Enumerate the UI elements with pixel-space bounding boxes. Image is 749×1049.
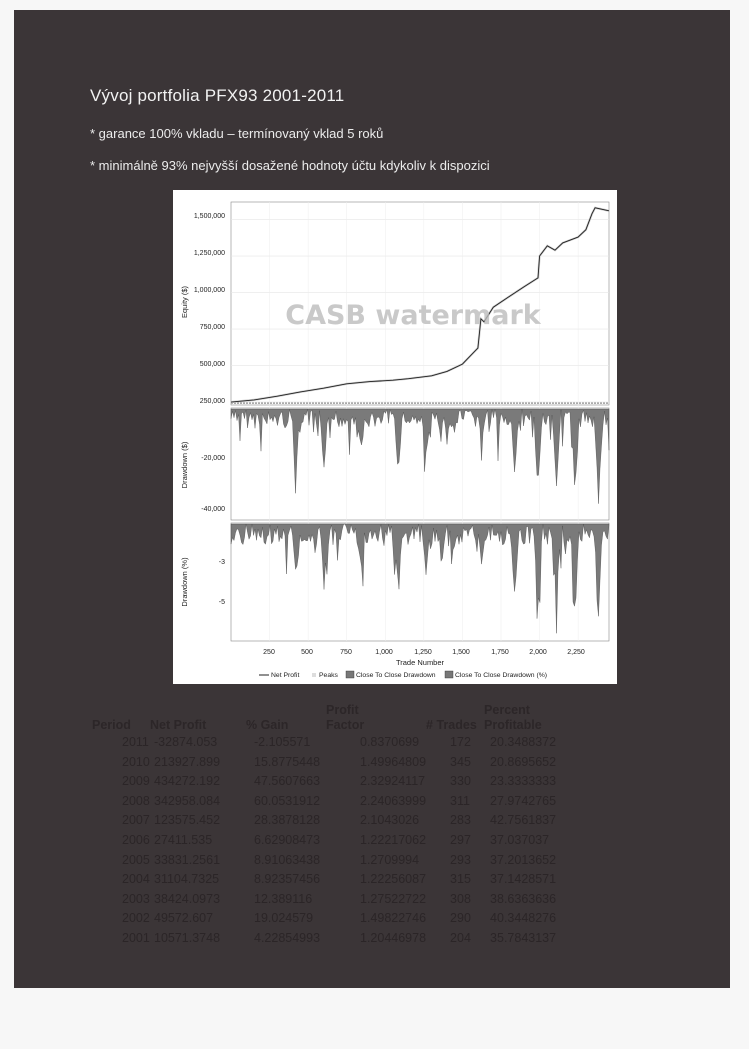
legend-dot-icon [312,673,316,677]
cell-percent-profitable: 20.3488372 [490,735,557,749]
cell-trades: 330 [450,774,471,789]
cell-net-profit: 27411.535 [154,832,213,847]
cell-period: 2007 [122,813,150,828]
cell-trades: 297 [450,832,471,847]
cell-profit-factor: 1.22217062 [360,832,427,847]
cell-percent-profitable: 38.6363636 [490,891,557,906]
cell-period: 2004 [122,872,150,887]
table-row [92,753,584,773]
legend-entry: Close To Close Drawdown [356,672,436,679]
header-profit-factor: Profit Factor [326,703,365,732]
cell-percent-profitable: 20.8695652 [490,754,557,769]
drawdown-dollar-tick-label: -20,000 [201,455,225,462]
yearly-results-table [92,703,584,949]
x-tick-label: 1,250 [414,649,432,656]
document-title: Vývoj portfolia PFX93 2001-2011 [90,86,345,105]
chart-svg [173,190,617,684]
table-row [92,870,584,890]
cell-net-profit: 123575.452 [154,813,221,828]
chart-legend [259,671,547,679]
cell-profit-factor: 1.49822746 [360,911,427,926]
cell-percent-profitable: 23.3333333 [490,774,557,789]
table-row [92,792,584,812]
equity-tick-label: 750,000 [199,324,225,331]
x-tick-label: 1,500 [452,649,470,656]
cell-period: 2003 [122,891,150,906]
x-tick-label: 1,750 [491,649,509,656]
cell-profit-factor: 0.8370699 [360,735,420,749]
cell-gain: 6.62908473 [254,832,321,847]
cell-gain: 8.91063438 [254,852,321,867]
equity-tick-label: 1,500,000 [193,213,225,220]
drawdown-dollar-panel [231,408,609,520]
table-row [92,851,584,871]
table-row [92,890,584,910]
x-tick-label: 750 [340,649,352,656]
cell-gain: 28.3878128 [254,813,321,828]
header-net-profit: Net Profit [150,718,207,732]
header-period: Period [92,718,131,732]
legend-swatch-icon [346,671,354,678]
cell-profit-factor: 1.22256087 [360,872,427,887]
cell-gain: 47.5607663 [254,774,321,789]
cell-trades: 315 [450,872,471,887]
cell-percent-profitable: 35.7843137 [490,930,557,945]
cell-percent-profitable: 37.2013652 [490,852,557,867]
equity-tick-label: 500,000 [199,361,225,368]
cell-gain: 8.92357456 [254,872,321,887]
x-tick-label: 2,000 [529,649,547,656]
cell-period: 2011 [122,735,149,749]
cell-profit-factor: 1.2709994 [360,852,420,867]
cell-gain: 15.8775448 [254,754,321,769]
header-percent-profitable: Percent Profitable [484,703,542,732]
drawdown-dollar-tick-label: -40,000 [201,506,225,513]
cell-gain: 12.389116 [254,891,313,906]
drawdown-pct-tick-label: -3 [218,559,225,566]
cell-trades: 293 [450,852,471,867]
x-axis-label: Trade Number [395,658,445,667]
table-row [92,831,584,851]
x-tick-label: 2,250 [567,649,585,656]
table-row [92,772,584,792]
cell-trades: 308 [450,891,471,906]
equity-drawdown-chart [173,190,617,684]
cell-trades: 345 [450,754,471,769]
equity-tick-label: 1,250,000 [193,250,225,257]
cell-profit-factor: 1.49964809 [360,754,427,769]
cell-profit-factor: 1.27522722 [360,891,427,906]
equity-axis-label: Equity ($) [180,285,189,319]
x-tick-label: 250 [263,649,275,656]
cell-net-profit: 342958.084 [154,793,221,808]
cell-percent-profitable: 42.7561837 [490,813,557,828]
cell-profit-factor: 2.1043026 [360,813,420,828]
bullet-minimum-value: * minimálně 93% nejvyšší dosažené hodnoty účtu kdykoliv k dispozici [90,158,490,173]
cell-percent-profitable: 37.1428571 [490,872,557,887]
cell-profit-factor: 2.24063999 [360,793,427,808]
cell-period: 2008 [122,793,150,808]
cell-trades: 283 [450,813,471,828]
cell-period: 2002 [122,911,150,926]
legend-swatch-icon [445,671,453,678]
legend-entry: Peaks [319,672,338,679]
x-tick-label: 1,000 [375,649,393,656]
table-row [92,811,584,831]
cell-percent-profitable: 37.037037 [490,832,550,847]
yearly-results-table-wrap [92,703,592,949]
cell-net-profit: 434272.192 [154,774,221,789]
cell-net-profit: 213927.899 [154,754,221,769]
cell-net-profit: 49572.607 [154,911,214,926]
bullet-guarantee: * garance 100% vkladu – termínovaný vklad 5 roků [90,126,384,141]
cell-profit-factor: 2.32924117 [360,774,426,789]
cell-percent-profitable: 27.9742765 [490,793,557,808]
cell-profit-factor: 1.20446978 [360,930,427,945]
cell-period: 2010 [122,754,150,769]
table-row [92,909,584,929]
cell-gain: 60.0531912 [254,793,321,808]
drawdown-pct-axis-label: Drawdown (%) [180,557,189,607]
x-tick-label: 500 [301,649,313,656]
header-trades: # Trades [426,718,477,732]
cell-net-profit: 38424.0973 [154,891,221,906]
cell-trades: 290 [450,911,471,926]
header-gain: % Gain [246,718,289,732]
cell-trades: 204 [450,930,471,945]
legend-entry: Close To Close Drawdown (%) [455,672,548,679]
drawdown-dollar-axis-label: Drawdown ($) [180,441,189,489]
drawdown-pct-tick-label: -5 [218,599,225,606]
equity-tick-label: 1,000,000 [193,287,225,294]
cell-net-profit: 31104.7325 [154,872,220,887]
table-row [92,733,584,753]
cell-trades: 311 [450,793,470,808]
watermark-text: CASB watermark [285,300,541,331]
legend-entry: Net Profit [271,672,300,679]
cell-period: 2001 [122,930,150,945]
cell-gain: -2.105571 [254,735,311,749]
cell-period: 2009 [122,774,150,789]
cell-period: 2005 [122,852,150,867]
cell-net-profit: -32874.053 [154,735,218,749]
cell-gain: 19.024579 [254,911,314,926]
table-row [92,929,584,949]
cell-gain: 4.22854993 [254,930,321,945]
equity-tick-label: 250,000 [199,398,225,405]
cell-period: 2006 [122,832,150,847]
cell-percent-profitable: 40.3448276 [490,911,557,926]
cell-trades: 172 [450,735,471,749]
cell-net-profit: 10571.3748 [154,930,221,945]
cell-net-profit: 33831.2561 [154,852,221,867]
table-header-row [92,703,584,733]
